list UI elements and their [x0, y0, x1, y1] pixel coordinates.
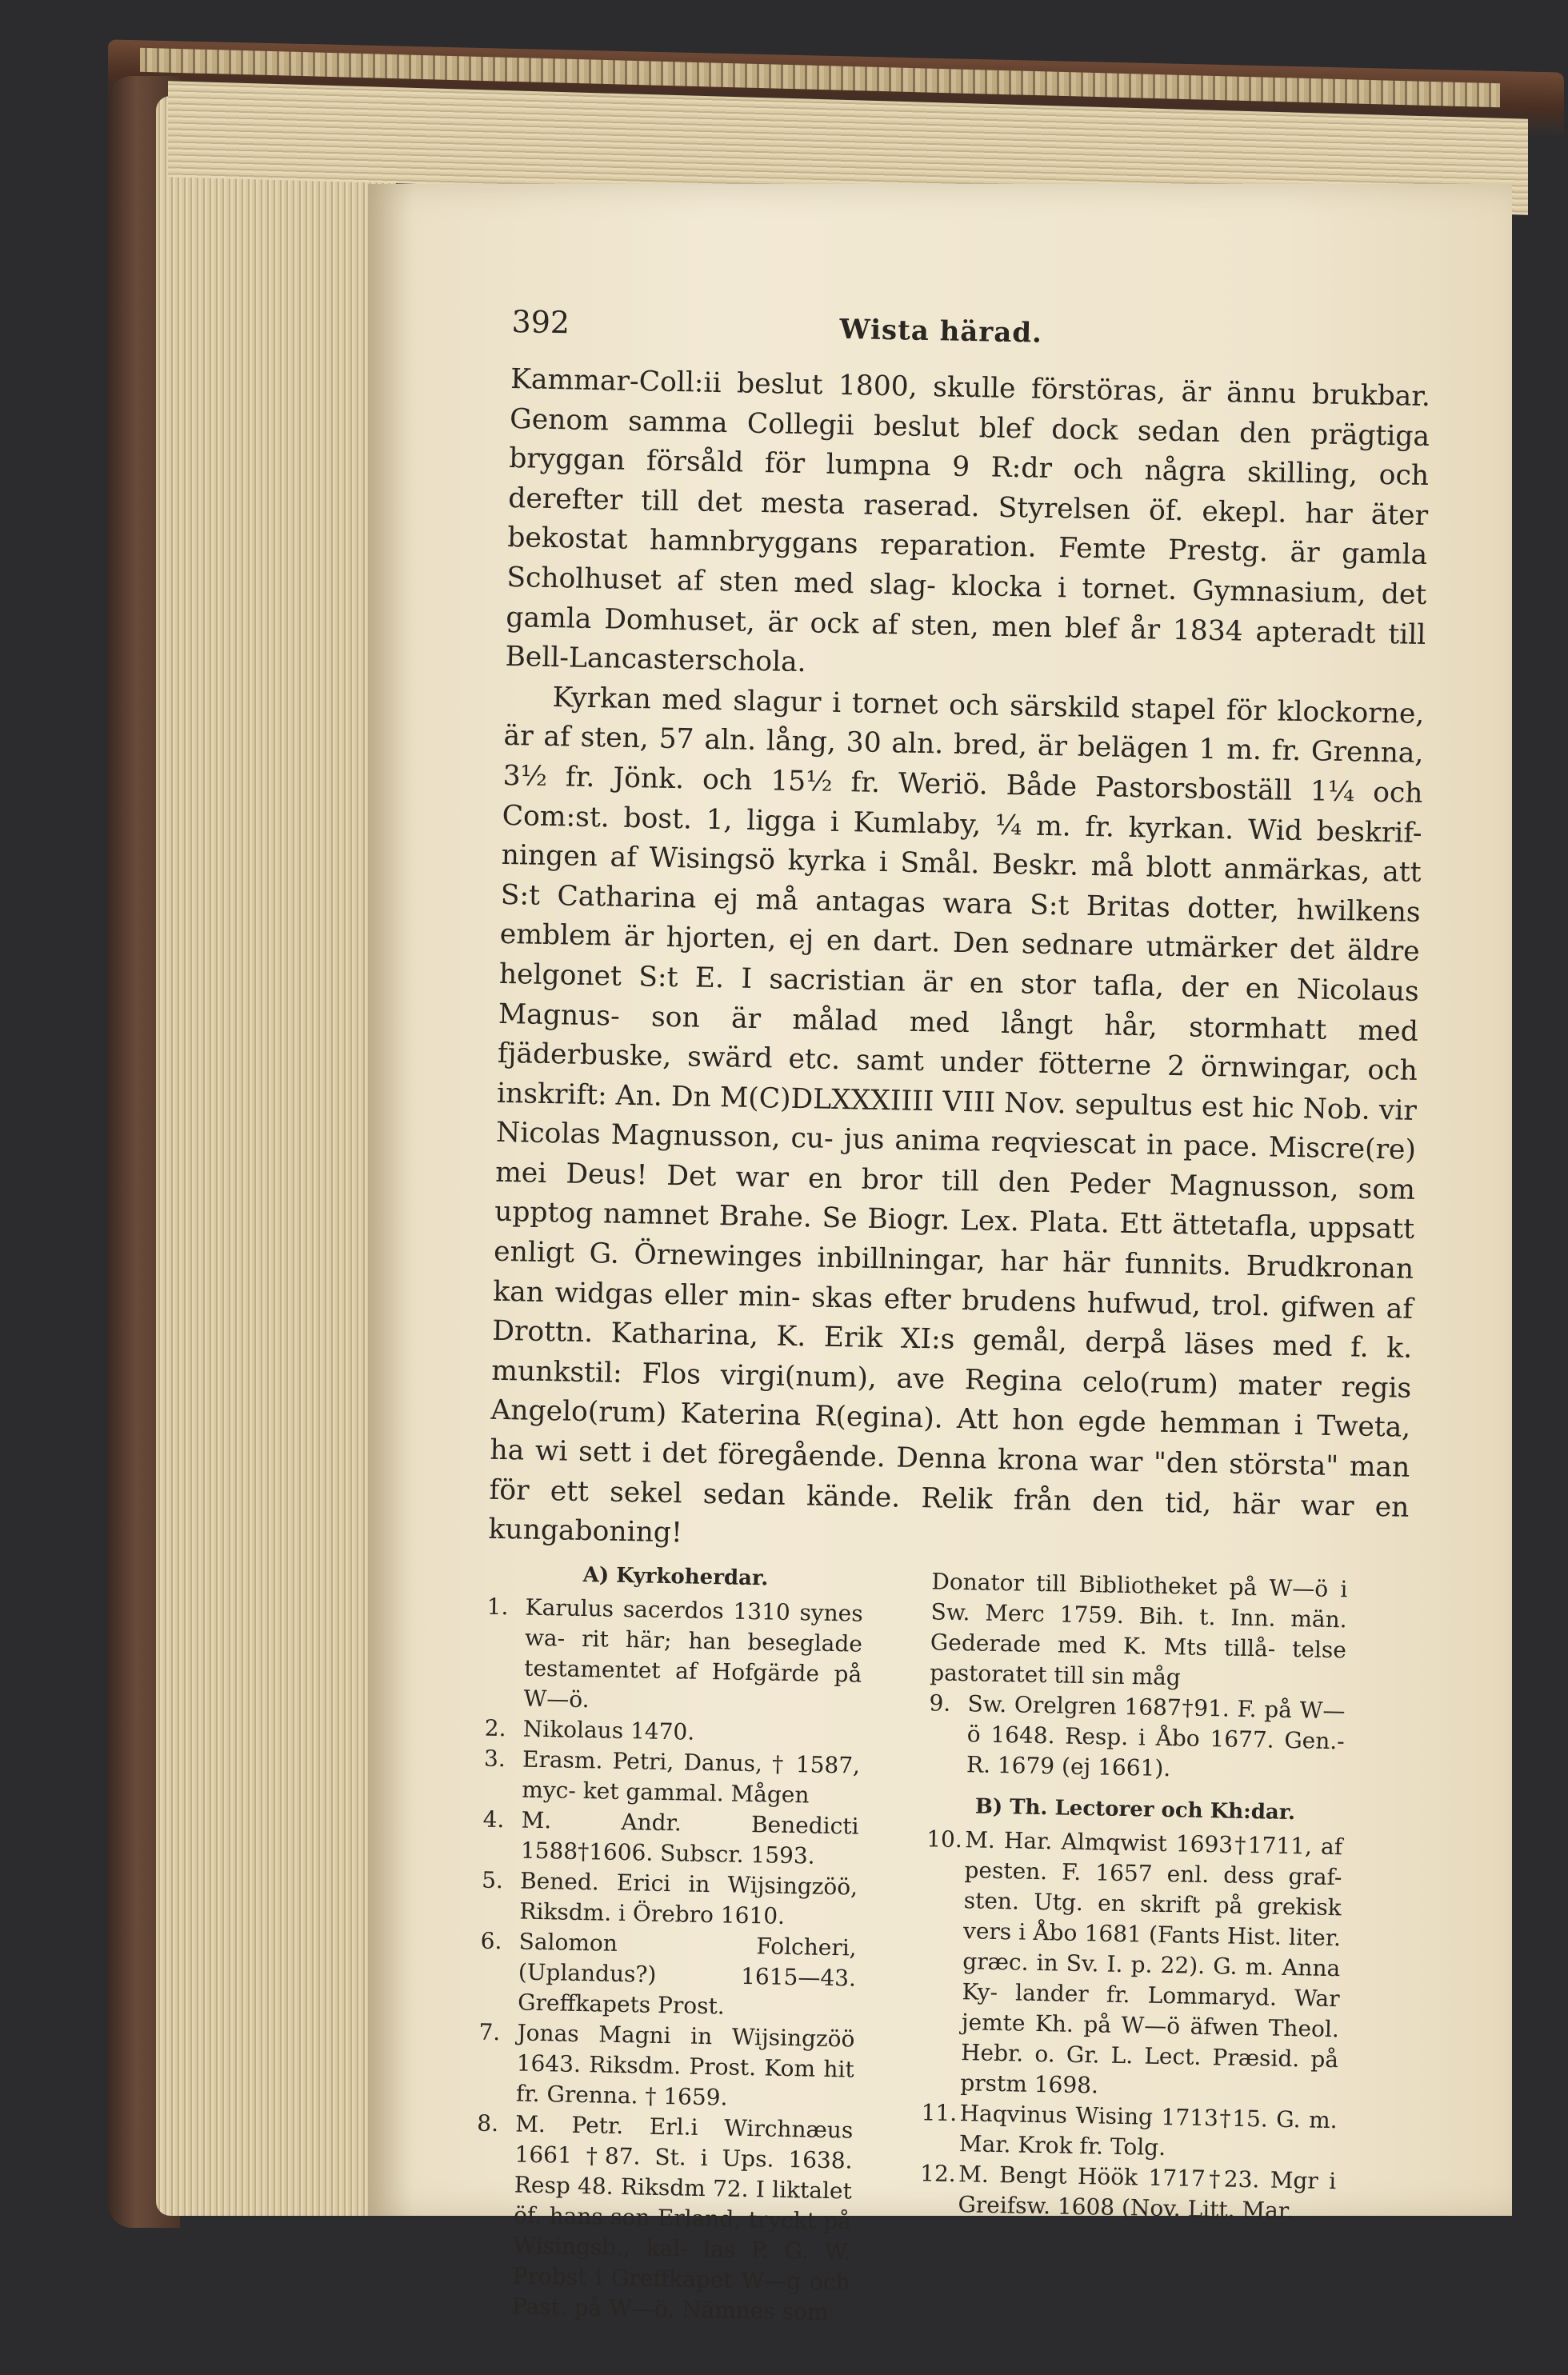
text-line: Genom samma Collegii beslut blef dock sedan den prägtiga bryggan	[508, 402, 1430, 478]
item-text: Haqvinus Wising 1713†15. G. m. Mar. Krok fr. Tolg.	[958, 2099, 1338, 2161]
list-item	[479, 1925, 857, 2024]
list-item	[478, 2017, 855, 2115]
running-title: Wista härad.	[839, 313, 1043, 350]
item-text: Jonas Magni in Wijsingzöö 1643. Riksdm. Prost. Kom hit fr. Grenna. † 1659.	[515, 2019, 855, 2111]
item-text: Sw. Orelgren 1687†91. F. på W—ö 1648. Resp. i Åbo 1677. Gen.-R. 1679 (ej 1661).	[966, 1690, 1346, 1781]
continued-text: Donator till Bibliotheket på W—ö i Sw. Merc 1759. Bih. t. Inn. män. Gederade med K. Mts tillå- telse pastoratet till sin måg	[929, 1568, 1348, 1691]
paragraph-2	[488, 678, 1425, 1568]
item-number: 2.	[484, 1714, 506, 1741]
item-text: M. Har. Almqwist 1693†1711, af pesten. F. 1657 enl. dess graf- sten. Utg. en skrift på grekisk vers i Åbo 1681 (Fants Hist. liter. græc. in Sv. I. p. 22). G. m. Anna Ky- lander fr. Lommaryd. War jemte Kh. på W—ö äfwen Theol. Hebr. o. Gr. L. Lect. Præsid. på prstm 1698.	[960, 1826, 1343, 2099]
list-item	[919, 2158, 1336, 2227]
item-text: Karulus sacerdos 1310 synes wa- rit här; han beseglade testamentet af Hofgärde på W—ö.	[523, 1593, 863, 1713]
text-line: Biogr. Lex. Plata. Ett ättetafla, uppsatt enligt G. Örnewinges	[493, 1203, 1415, 1274]
text-line: försåld för lumpna 9 R:dr och några skilling, och derefter till det	[507, 445, 1430, 519]
text-line: bror till den Peder Magnusson, som upptog namnet Brahe. Se	[494, 1163, 1416, 1236]
item-number: 10.	[926, 1825, 963, 1853]
item-number: 9.	[929, 1689, 951, 1717]
item-number: 3.	[483, 1745, 506, 1772]
paragraph-text	[488, 678, 1425, 1568]
text-line: Com:st. bost. 1, ligga i Kumlaby, ¼ m. fr. kyrkan. Wid beskrif-	[502, 799, 1422, 850]
text-line: Kammar-Coll:ii beslut 1800, skulle förstöras, är ännu brukbar.	[510, 362, 1431, 414]
text-line: Att hon egde hemman i Tweta, ha wi sett i det föregående. Denna	[490, 1403, 1411, 1476]
main-text	[488, 360, 1430, 1568]
text-line: ningen af Wisingsö kyrka i Smål. Beskr. må blott anmärkas, att	[501, 839, 1422, 890]
page-number: 392	[511, 304, 570, 341]
item-number: 4.	[482, 1805, 505, 1833]
text-line: son är målad med långt hår, stormhatt med fjäderbuske, swärd etc.	[497, 1001, 1419, 1077]
paragraph-1	[505, 360, 1430, 695]
left-column	[474, 1558, 864, 2329]
item-text: Bened. Erici in Wijsingzöö, Riksdm. i Örebro 1610.	[519, 1867, 858, 1929]
text-line: men blef år 1834 apteradt till Bell-Lancasterschola.	[505, 610, 1426, 679]
item-number: 7.	[478, 2018, 501, 2045]
paragraph-text	[505, 360, 1430, 695]
text-line: Kyrkan med slagur i tornet och särskild stapel för klockorne,	[552, 681, 1425, 730]
column-heading-lectorer: B) Th. Lectorer och Kh:dar.	[974, 1794, 1296, 1825]
text-line: klocka i tornet. Gymnasium, det gamla Domhuset, är ock af sten,	[506, 570, 1427, 643]
item-number: 12.	[919, 2160, 957, 2187]
two-column-list	[473, 1558, 1408, 2375]
text-line: 3½ fr. Jönk. och 15½ fr. Weriö. Både Pastorsboställ 1¼ och	[502, 759, 1423, 810]
text-line: emblem är hjorten, ej en dart. Den sednare utmärker det äldre	[499, 918, 1421, 969]
text-line: reparation. Femte Prestg. är gamla Scholhuset af sten med slag-	[506, 529, 1428, 602]
page-edges-left	[156, 96, 396, 2216]
page-text	[473, 304, 1432, 2375]
text-line: S:t Catharina ej må antagas wara S:t Britas dotter, hwilkens	[500, 878, 1421, 929]
text-line: samt under fötterne 2 örnwingar, och inskrift: An. Dn M(C)DLXXXIIII	[496, 1044, 1418, 1118]
text-line: jus anima reqviescat in pace. Miscre(re) mei Deus! Det war en	[494, 1123, 1417, 1196]
list-item	[481, 1865, 858, 1933]
item-text: M. Bengt Höök 1717†23. Mgr i Greifsw. 1608 (Nov. Litt. Mar.	[958, 2160, 1337, 2225]
list-item	[922, 1824, 1342, 2105]
text-line: skas efter brudens hufwud, trol. gifwen af Drottn. Katharina, K.	[491, 1281, 1414, 1353]
text-line: VIII Nov. sepultus est hic Nob. vir Nicolas Magnusson, cu-	[495, 1086, 1418, 1156]
left-entries	[474, 1592, 863, 2329]
list-item	[482, 1804, 859, 1872]
item-text: Nikolaus 1470.	[522, 1715, 695, 1745]
right-entries-a	[928, 1688, 1346, 1787]
item-number: 1.	[486, 1593, 509, 1621]
item-number: 5.	[481, 1866, 504, 1893]
item-number: 11.	[921, 2099, 958, 2126]
text-line: är af sten, 57 aln. lång, 30 aln. bred, är belägen 1 m. fr. Grenna,	[503, 720, 1424, 770]
column-heading-kyrkoherdar: A) Kyrkoherdar.	[582, 1562, 769, 1591]
text-line: mesta raserad. Styrelsen öf. ekepl. har äter bekostat hamnbryggans	[507, 486, 1429, 562]
text-line: Erik XI:s gemål, derpå läses med f. k. munkstil: Flos virgi(num),	[491, 1321, 1413, 1395]
item-text: M. Andr. Benedicti 1588†1606. Subscr. 1593.	[520, 1806, 859, 1869]
item-number: 8.	[477, 2109, 499, 2137]
text-line: krona war "den största" man för ett sekel sedan kände. Relik från	[489, 1443, 1410, 1517]
item-text: Erasm. Petri, Danus, † 1587, myc- ket gammal. Mågen	[522, 1745, 861, 1809]
item-text: Salomon Folcheri, (Uplandus?) 1615—43. Greffkapets Prost.	[517, 1928, 857, 2020]
text-line: ave Regina celo(rum) mater regis Angelo(rum) Katerina R(egina).	[490, 1362, 1412, 1436]
list-item	[483, 1743, 860, 1811]
right-entries-b	[919, 1824, 1342, 2227]
list-item	[928, 1688, 1346, 1787]
text-line: helgonet S:t E. I sacristian är en stor tafla, der en Nicolaus Magnus-	[498, 958, 1420, 1034]
list-item	[921, 2097, 1338, 2166]
right-continuation	[930, 1566, 1348, 1696]
list-item	[485, 1592, 863, 1721]
item-text: M. Petr. Erl.i Wirchnæus 1661 †87. St. i Ups. 1638. Resp 48. Riksdm 72. I liktalet öf. hans son Erland, tryckt på Wisingsb., kal- las P. G. W. Probst i Greffkapet W—g och Past. på W—ö. Nämnes som	[511, 2110, 854, 2325]
text-line: inbillningar, har här funnits. Brudkronan kan widgas eller min-	[492, 1241, 1414, 1314]
list-item	[474, 2108, 854, 2328]
right-column	[919, 1566, 1348, 2227]
text-line: den tid, här war en kungaboning!	[488, 1485, 1410, 1549]
item-number: 6.	[480, 1927, 502, 1954]
